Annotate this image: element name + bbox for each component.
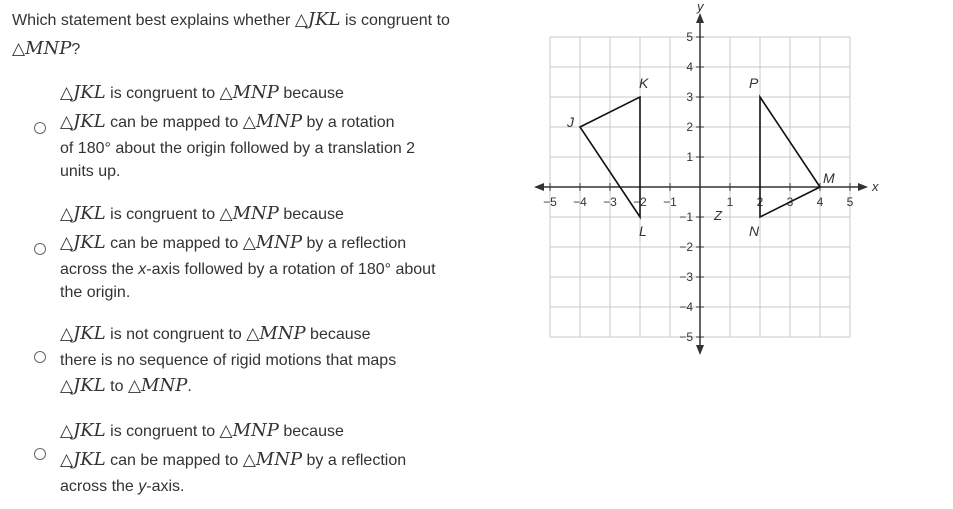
option-text: by a reflection <box>302 452 407 469</box>
triangle-name: MNP <box>232 82 279 103</box>
triangle-symbol: △ <box>60 450 74 470</box>
triangle-symbol: △ <box>242 112 256 132</box>
x-tick-label: 3 <box>786 195 794 209</box>
triangle-symbol: △ <box>219 204 233 224</box>
x-tick-label: −2 <box>633 195 647 209</box>
x-tick-label: −5 <box>543 195 557 209</box>
y-axis-arrow-down <box>696 345 704 355</box>
triangle-name: MNP <box>259 323 306 344</box>
option-text: is congruent to <box>105 423 220 440</box>
y-axis-arrow-up <box>696 13 704 23</box>
y-tick-label: −3 <box>679 270 693 284</box>
option-text: to <box>105 378 128 395</box>
x-tick-label: 1 <box>726 195 734 209</box>
origin-label: Z <box>714 208 722 223</box>
y-tick-label: −1 <box>679 210 693 224</box>
triangle-name: JKL <box>73 449 106 470</box>
triangle-name: MNP <box>232 203 279 224</box>
option-text: there is no sequence of rigid motions that maps <box>60 352 397 369</box>
vertex-label-p: P <box>749 75 759 91</box>
triangle-name: JKL <box>73 420 106 441</box>
vertex-label-l: L <box>639 223 647 239</box>
triangle-name: MNP <box>255 232 303 253</box>
triangle-symbol: △ <box>60 233 74 253</box>
y-tick-label: 5 <box>686 30 693 44</box>
option-text: across the <box>60 261 139 278</box>
triangle-name: JKL <box>73 232 106 253</box>
option-text: -axis followed by a rotation of 180° about <box>146 261 436 278</box>
option-text: of 180° about the origin followed by a translation 2 <box>60 140 416 157</box>
triangle-symbol: △ <box>12 39 26 59</box>
y-tick-label: 2 <box>686 120 693 134</box>
option-text: can be mapped to <box>105 235 243 252</box>
x-tick-label: −1 <box>663 195 677 209</box>
x-axis-arrow-right <box>858 183 868 191</box>
y-tick-label: 4 <box>686 60 693 74</box>
x-tick-label: −3 <box>603 195 617 209</box>
option-text: because <box>278 85 344 102</box>
y-tick-label: −2 <box>679 240 693 254</box>
x-axis-arrow-left <box>534 183 544 191</box>
y-tick-label: −5 <box>679 330 693 344</box>
option-text: because <box>305 326 371 343</box>
option-text: is not congruent to <box>105 326 247 343</box>
triangle-symbol: △ <box>294 10 308 30</box>
triangle-name: JKL <box>73 375 106 396</box>
option-text: can be mapped to <box>105 452 243 469</box>
x-tick-label: 5 <box>846 195 854 209</box>
question-suffix: ? <box>71 41 81 58</box>
option-text: the origin. <box>60 284 131 301</box>
triangle-symbol: △ <box>60 83 74 103</box>
x-tick-label: 2 <box>756 195 764 209</box>
option-text: -axis. <box>146 478 185 495</box>
option-text: y <box>138 478 147 495</box>
triangle-symbol: △ <box>242 233 256 253</box>
option-text: . <box>187 378 192 395</box>
option-text: by a reflection <box>302 235 407 252</box>
option-text: can be mapped to <box>105 114 243 131</box>
triangle-name: JKL <box>73 203 106 224</box>
y-tick-label: −4 <box>679 300 693 314</box>
triangle-name: MNP <box>141 375 188 396</box>
triangle-name: JKL <box>73 111 106 132</box>
option-text: units up. <box>60 163 121 180</box>
triangle-name: MNP <box>255 111 303 132</box>
option-text: because <box>278 206 344 223</box>
question-prefix: Which statement best explains whether <box>12 12 295 29</box>
vertex-label-n: N <box>749 223 760 239</box>
triangle-name: JKL <box>307 9 341 30</box>
triangle-name: MNP <box>232 420 279 441</box>
question-middle: is congruent to <box>340 12 450 29</box>
triangle-symbol: △ <box>246 324 260 344</box>
y-tick-label: 1 <box>686 150 693 164</box>
x-axis-label: x <box>872 179 879 194</box>
triangle-symbol: △ <box>60 324 74 344</box>
triangle-symbol: △ <box>219 83 233 103</box>
x-tick-label: 4 <box>816 195 824 209</box>
x-tick-label: −4 <box>573 195 587 209</box>
option-text: is congruent to <box>105 85 220 102</box>
triangle-name: JKL <box>73 82 106 103</box>
vertex-label-m: M <box>823 170 835 186</box>
triangle-symbol: △ <box>242 450 256 470</box>
triangle-symbol: △ <box>60 112 74 132</box>
triangle-symbol: △ <box>219 421 233 441</box>
option-text: is congruent to <box>105 206 220 223</box>
triangle-name: MNP <box>255 449 303 470</box>
triangle-symbol: △ <box>60 204 74 224</box>
option-text: x <box>138 261 147 278</box>
triangle-name: JKL <box>73 323 106 344</box>
y-axis-label: y <box>697 0 704 14</box>
option-text: across the <box>60 478 139 495</box>
triangle-symbol: △ <box>127 376 142 396</box>
vertex-label-k: K <box>639 75 649 91</box>
vertex-label-j: J <box>567 114 574 130</box>
option-text: by a rotation <box>302 114 395 131</box>
triangle-name: MNP <box>25 38 72 59</box>
option-text: because <box>278 423 344 440</box>
y-tick-label: 3 <box>686 90 693 104</box>
triangle-symbol: △ <box>60 421 74 441</box>
triangle-symbol: △ <box>60 376 74 396</box>
